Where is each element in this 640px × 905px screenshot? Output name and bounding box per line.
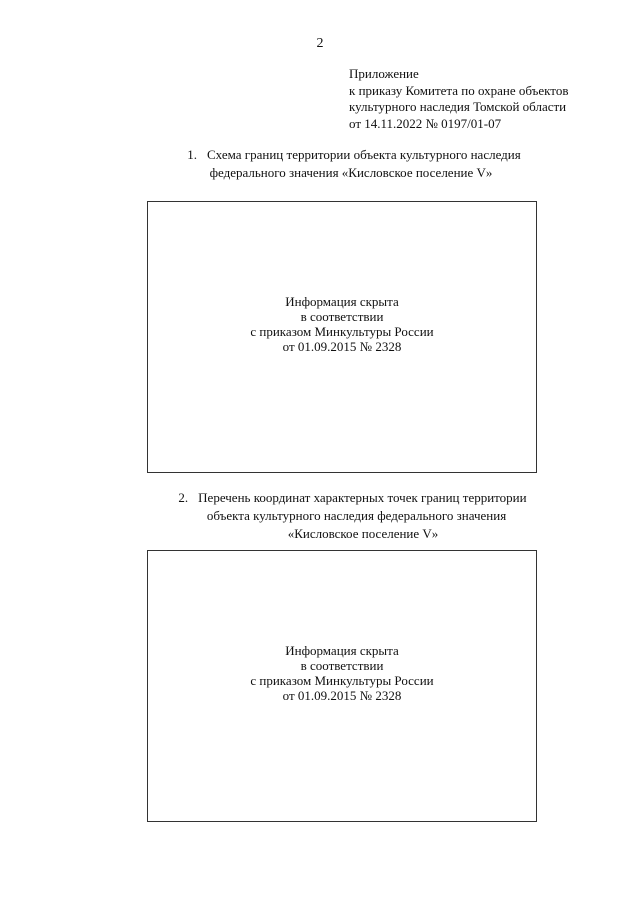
notice-line: от 01.09.2015 № 2328 <box>282 339 402 354</box>
section-1-number: 1. <box>187 147 198 162</box>
section-1-title-line-2: федерального значения «Кисловское поселение V» <box>209 165 493 180</box>
appendix-committee-line: культурного наследия Томской области <box>349 99 567 114</box>
notice-line: от 01.09.2015 № 2328 <box>282 688 402 703</box>
appendix-title: Приложение <box>349 66 419 81</box>
page-number: 2 <box>316 36 324 51</box>
appendix-order-line: к приказу Комитета по охране объектов <box>349 82 569 98</box>
notice-line: Информация скрыта <box>285 643 399 658</box>
notice-line: в соответствии <box>300 658 384 673</box>
section-2-title-line-1: Перечень координат характерных точек границ территории <box>198 490 527 505</box>
section-2-heading <box>0 489 640 543</box>
section-1-hidden-content-box <box>147 201 537 473</box>
section-1-hidden-notice <box>250 294 433 354</box>
section-1-heading <box>0 146 640 182</box>
section-2-title-line-3: «Кисловское поселение V» <box>287 526 439 541</box>
section-2-hidden-content-box <box>147 550 537 822</box>
appendix-date-line: от 14.11.2022 № 0197/01-07 <box>349 115 502 131</box>
section-2-hidden-notice <box>250 643 433 703</box>
notice-line: в соответствии <box>300 309 384 324</box>
section-1-title-line-1: Схема границ территории объекта культурного наследия <box>207 147 521 162</box>
section-2-number: 2. <box>178 490 189 505</box>
notice-line: с приказом Минкультуры России <box>250 673 434 688</box>
section-2-title-line-2: объекта культурного наследия федерального значения <box>206 508 507 523</box>
appendix-block <box>349 66 568 132</box>
notice-line: с приказом Минкультуры России <box>250 324 434 339</box>
notice-line: Информация скрыта <box>285 294 399 309</box>
